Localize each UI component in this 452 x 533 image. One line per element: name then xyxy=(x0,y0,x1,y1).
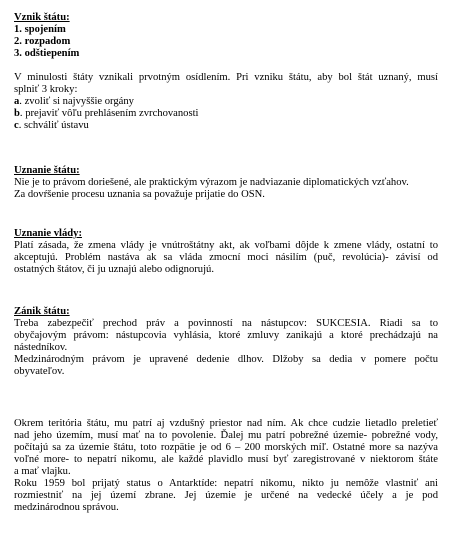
zanik-line-5: obyvateľov. xyxy=(14,366,65,377)
vznik-step-c xyxy=(14,120,89,132)
uzemie-line-5: a mať vlajku. xyxy=(14,466,71,477)
uznanie-vlady-line-1: Platí zásada, že zmena vlády je vnútroštátny akt, ak voľbami dôjde k zmene vlády, ostatní to xyxy=(14,240,438,251)
uzemie-line-4: voľné more- to nepatrí nikomu, ale každé plavidlo musí byť zaregistrované v niektorom štáte xyxy=(14,454,438,465)
step-letter: b xyxy=(14,108,20,119)
zanik-line-4: Medzinárodným právom je upravené dedenie dlhov. Dlžoby sa dedia v pomere počtu xyxy=(14,354,438,365)
step-letter: c xyxy=(14,120,19,131)
uzemie-line-7: rozmiestniť na jej území zbrane. Jej územie je určené na vedecké účely a je pod xyxy=(14,490,438,501)
uzemie-line-2: nad jeho územím, musí mať na to povolenie. Ďalej mu patrí pobrežné územie- pobrežné vody, xyxy=(14,430,438,441)
uznanie-vlady-line-2: akceptujú. Problém nastáva ak sa vláda zmocní moci násilím (puč, revolúcia)- závisí od xyxy=(14,252,438,263)
step-text: . prejaviť vôľu prehlásením zvrchovanosti xyxy=(19,108,199,119)
uzemie-line-6: Roku 1959 bol prijatý status o Antarktíde: nepatrí nikomu, nikto ju nemôže vlastniť ani xyxy=(14,478,438,489)
vznik-way-3: 3. odštiepením xyxy=(14,48,80,59)
step-text: . zvoliť si najvyššie orgány xyxy=(19,96,134,107)
vznik-way-1: 1. spojením xyxy=(14,24,66,35)
step-text: . schváliť ústavu xyxy=(18,120,89,131)
uzemie-line-1: Okrem teritória štátu, mu patrí aj vzdušný priestor nad ním. Ak chce cudzie lietadlo preletieť xyxy=(14,418,438,429)
vznik-intro-line-1: V minulosti štáty vznikali prvotným osídlením. Pri vzniku štátu, aby bol štát uznaný, musí xyxy=(14,72,438,83)
vznik-step-b xyxy=(14,108,198,120)
vznik-intro-line-2: splniť 3 kroky: xyxy=(14,84,78,95)
uznanie-vlady-line-3: ostatných štátov, či ju uznajú alebo odignorujú. xyxy=(14,264,214,275)
zanik-heading: Zánik štátu: xyxy=(14,306,70,317)
step-letter: a xyxy=(14,96,20,107)
vznik-step-a xyxy=(14,96,134,108)
vznik-heading: Vznik štátu: xyxy=(14,12,70,23)
zanik-line-3: nástedníkov. xyxy=(14,342,68,353)
zanik-line-2: obyčajovým právom: nástupcovia vyhlásia, ktoré zmluvy zanikajú a ktoré prechádzajú na xyxy=(14,330,438,341)
vznik-way-2: 2. rozpadom xyxy=(14,36,71,47)
uznanie-statu-heading: Uznanie štátu: xyxy=(14,165,80,176)
uznanie-statu-line-1: Nie je to právom doriešené, ale praktickým výrazom je nadviazanie diplomatických vzťahov. xyxy=(14,177,409,188)
uzemie-line-8: medzinárodnou správou. xyxy=(14,502,119,513)
zanik-line-1: Treba zabezpečiť prechod práv a povinností na nástupcov: SUKCESIA. Riadi sa to xyxy=(14,318,438,329)
uznanie-vlady-heading: Uznanie vlády: xyxy=(14,228,82,239)
uznanie-statu-line-2: Za dovŕšenie procesu uznania sa považuje prijatie do OSN. xyxy=(14,189,265,200)
uzemie-line-3: počítajú sa za územie štátu, toto rozpätie je od 6 – 200 morských míľ. Ostatné more sa nazýva xyxy=(14,442,438,453)
